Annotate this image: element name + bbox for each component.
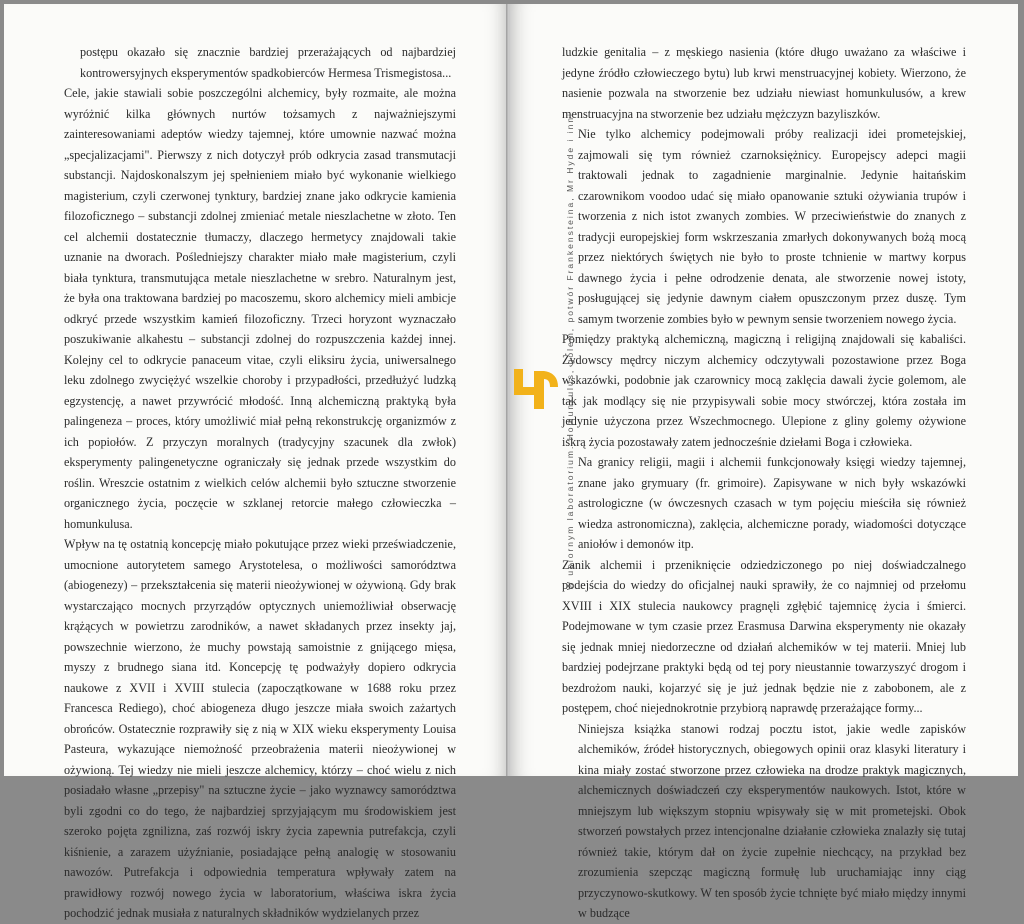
- right-page-text: [562, 42, 966, 924]
- left-paragraph-2: Cele, jakie stawiali sobie poszczególni alchemicy, były rozmaite, ale można wyróżnić kilka głównych nurtów tożsamych z najważniejszymi zainteresowaniami adeptów wiedzy tajemnej, które umownie nazwać można „specjalizacjami". Pierwszy z nich dotyczył prób odkrycia zasad transmutacji substancji. Najdoskonalszym jej spełnieniem miało być wykonanie wielkiego magisterium, czyli czerwonej tynktury, bardziej znane jako odkrycie kamienia filozoficznego – substancji zdolnej zmieniać metale nieszlachetne w złoto. Ten cel alchemii dostatecznie tłumaczy, dlaczego hermetycy znajdowali takie uznanie na dworach. Pośledniejszy charakter miało małe magisterium, czyli biała tynktura, transmutująca metale nieszlachetne w srebro. Naturalnym jest, że była ona traktowana bardziej po macoszemu, skoro alchemicy mieli ambicje odkryć przede wszystkim kamień filozoficzny. Trzeci horyzont wyznaczało poszukiwanie alkahestu – substancji zdolnej do rozpuszczenia każdej innej. Kolejny cel to odkrycie panaceum vitae, czyli eliksiru życia, uniwersalnego leku zdolnego zwyciężyć wszelkie choroby i przypadłości, przedłużyć ludzką egzystencję, a nawet przywrócić młodość. Inną alchemiczną praktyką była palingeneza – proces, który umożliwić miał pełną rekonstrukcję organizmów z ich popiołów. Z przyczyn moralnych (tradycyjny szacunek dla zwłok) eksperymenty palingenetyczne ograniczały się jednak przede wszystkim do roślin. Wreszcie ostatnim z wielkich celów alchemii było sztuczne stworzenie organicznego życia, poczęcie w szklanej retorcie małego człowieczka – homunkulusa.: [64, 86, 456, 531]
- right-page: [510, 4, 1018, 920]
- right-paragraph-2: Nie tylko alchemicy podejmowali próby realizacji idei prometejskiej, zajmowali się tym również czarnoksiężnicy. Europejscy adepci magii traktowali jednak to zagadnienie marginalnie. Jedynie haitańskim czarownikom voodoo udać się miało opanowanie sztuki ożywiania trupów i tworzenia z nich istot zwanych zombies. W przeciwieństwie do znanych z tradycji europejskiej form wskrzeszania zmarłych dokonywanych bożą mocą przez niektórych świętych nie było to proste tchnienie w martwy korpus dawnego życia i pełne odrodzenie denata, ale stworzenie nowej istoty, posługującej się jedynie dawnym ciałem opuszczonym przez duszę. Tym samym tworzenie zombies było w pewnym sensie tworzeniem nowego życia.: [578, 127, 966, 326]
- left-page: [4, 4, 508, 920]
- right-paragraph-3: Pomiędzy praktyką alchemiczną, magiczną i religijną znajdowali się kabaliści. Żydowscy mędrcy niczym alchemicy odczytywali pozostawione przez Boga wskazówki, podobnie jak czarownicy mocą zaklęcia dawali życie golemom, ale tak jak modlący się nie przypisywali sobie mocy stwórczej, która została im jedynie użyczona przez Wszechmocnego. Ulepione z gliny golemy ożywione iskrą życia pozostawały zatem jednocześnie dziełami Boga i człowieka.: [562, 332, 966, 449]
- right-paragraph-1: ludzkie genitalia – z męskiego nasienia (które długo uważano za właściwe i jedyne źródło człowieczego bytu) lub krwi menstruacyjnej kobiety. Wierzono, że nasienie pozwala na stworzenie bez udziału niewiast homunkulusów, a krew menstruacyjna na stworzenie bez udziału mężczyzn bazyliszków.: [562, 45, 966, 121]
- right-paragraph-4: Na granicy religii, magii i alchemii funkcjonowały księgi wiedzy tajemnej, znane jako grymuary (fr. grimoire). Zapisywane w nich były wskazówki astrologiczne (w ówczesnych czasach w tym pojęciu mieściła się również wiedza astronomiczna), zaklęcia, alchemiczne porady, wiadomości dotyczące aniołów i demonów itp.: [578, 455, 966, 551]
- running-head-caption: W upiornym laboratorium. Homunkulus, golem, potwór Frankensteina, Mr Hyde i inni: [565, 112, 575, 590]
- left-paragraph-1: postępu okazało się znacznie bardziej przerażających od najbardziej kontrowersyjnych eksperymentów spadkobierców Hermesa Trismegistosa...: [80, 45, 456, 80]
- right-paragraph-5: Zanik alchemii i przeniknięcie odziedziczonego po niej doświadczalnego podejścia do wiedzy do oficjalnej nauki sprawiły, że co najmniej od przełomu XVIII i XIX stulecia naukowcy pragnęli zgłębić tajemnicę życia i śmierci. Podejmowane w tym czasie przez Erasmusa Darwina eksperymenty nie okazały się jednak mniej niedorzeczne od działań alchemików w tej materii. Mniej lub bardziej podejrzane praktyki będą od tej pory nieustannie towarzyszyć drogom i bezdrożom nauki, kojarzyć się je już jednak będzie nie z zabobonem, ale z postępem, choć niejednokrotnie przybiorą naprawdę przerażające formy...: [562, 557, 966, 715]
- left-paragraph-3: Wpływ na tę ostatnią koncepcję miało pokutujące przez wieki przeświadczenie, umocnione autorytetem samego Arystotelesa, o możliwości samorództwa (abiogenezy) – przekształcenia się materii nieożywionej w ożywioną. Gdy brak wystarczająco mocnych przyrządów optycznych uniemożliwiał obserwację krążących w powietrzu zarodników, a nawet składanych przez insekty jaj, powszechnie wierzono, że muchy powstają samoistnie z gnijącego mięsa, myszy z brudnego siana itd. Koncepcję tę podważyły dopiero odkrycia naukowe z XVII i XVIII stulecia (zapoczątkowane w 1688 roku przez Francesca Rediego), choć abiogeneza długo jeszcze miała swoich zażartych obrońców. Ostatecznie rozprawiły się z nią w XIX wieku eksperymenty Louisa Pasteura, wykazujące niemożność przeobrażenia materii nieożywionej w ożywioną. Tej wiedzy nie mieli jeszcze alchemicy, którzy – choć wielu z nich posiadało własne „przepisy" na sztuczne życie – jako wyznawcy samorództwa byli zgodni co do tego, że najbardziej sprzyjającym mu środowiskiem jest szeroko pojęta zgnilizna, zaś rozwój iskry życia zapewnia putrefakcja, czyli kiśnienie, a zarazem użyźnianie, posiadające pełną analogię w stosowaniu nawozów. Putrefakcja i odpowiednia temperatura wpływały zatem na prawidłowy rozwój nowego życia w laboratorium, właściwa iskra życia pochodzić jednak musiała z naturalnych składników wydzielanych przez: [64, 537, 456, 920]
- yellow-stylized-letter-logo-icon: [510, 365, 562, 415]
- left-page-text: [64, 42, 456, 924]
- right-paragraph-6: Niniejsza książka stanowi rodzaj pocztu istot, jakie wedle zapisków alchemików, źródeł historycznych, obiegowych opinii oraz klasyki literatury i kina miały zostać stworzone przez człowieka na drodze praktyk magicznych, alchemicznych doświadczeń czy eksperymentów naukowych. Istot, które w mniejszym lub większym stopniu wpisywały się w mit prometejski. Obok stworzeń powstałych przez intencjonalne działanie człowieka znalazły się tutaj również takie, którym dał on życie zupełnie niechcący, na przykład bez zrozumienia szepcząc magiczną formułę lub uruchamiając inny ciąg przyczynowo-skutkowy. W ten sposób życie tchnięte być miało między innymi w budzące: [578, 721, 966, 920]
